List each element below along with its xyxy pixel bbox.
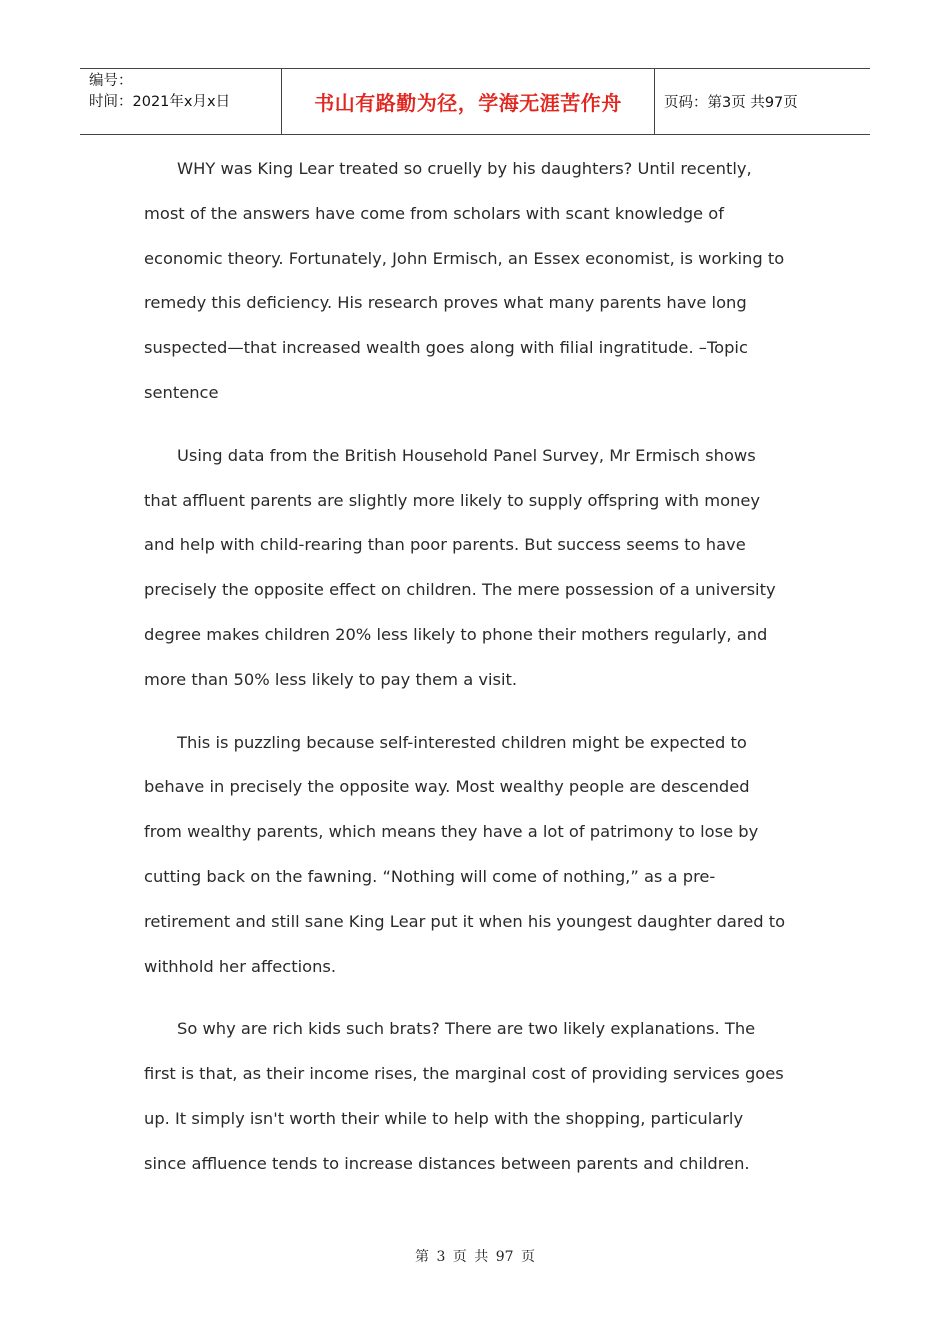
paragraph-2: Using data from the British Household Panel Survey, Mr Ermisch shows that affluent parents are slightly more likely to supply offspring with money and help with child-rearing than poor parents. But success seems to have precisely the opposite effect on children. The mere possession of a university degree makes children 20% less likely to phone their mothers regularly, and more than 50% less likely to pay them a visit.: [144, 445, 776, 689]
document-body: [144, 147, 824, 1205]
page-footer: 第 3 页 共 97 页: [415, 1249, 535, 1265]
date-label: 时间：2021年x月x日: [89, 94, 231, 110]
header-page-label: 页码：第3页 共97页: [664, 95, 798, 111]
paragraph-3: This is puzzling because self-interested children might be expected to behave in precisely the opposite way. Most wealthy people are descended from wealthy parents, which means they have a lot of patrimony to lose by cutting back on the fawning. “Nothing will come of nothing,” as a pre- retirement and still sane King Lear put it when his youngest daughter dared to withhold her affections.: [144, 732, 786, 976]
header-motto: 书山有路勤为径，学海无涯苦作舟: [281, 69, 655, 134]
number-label: 编号：: [89, 73, 133, 89]
paragraph-1: WHY was King Lear treated so cruelly by his daughters? Until recently, most of the answers have come from scholars with scant knowledge of economic theory. Fortunately, John Ermisch, an Essex economist, is working to remedy this deficiency. His research proves what many parents have long suspected—that increased wealth goes along with filial ingratitude. –Topic sentence: [144, 159, 785, 402]
paragraph-4: So why are rich kids such brats? There are two likely explanations. The first is that, as their income rises, the marginal cost of providing services goes up. It simply isn't worth their while to help with the shopping, particularly since affluence tends to increase distances between parents and children.: [144, 1019, 784, 1173]
page-header: [80, 68, 870, 135]
header-meta: [80, 69, 281, 134]
